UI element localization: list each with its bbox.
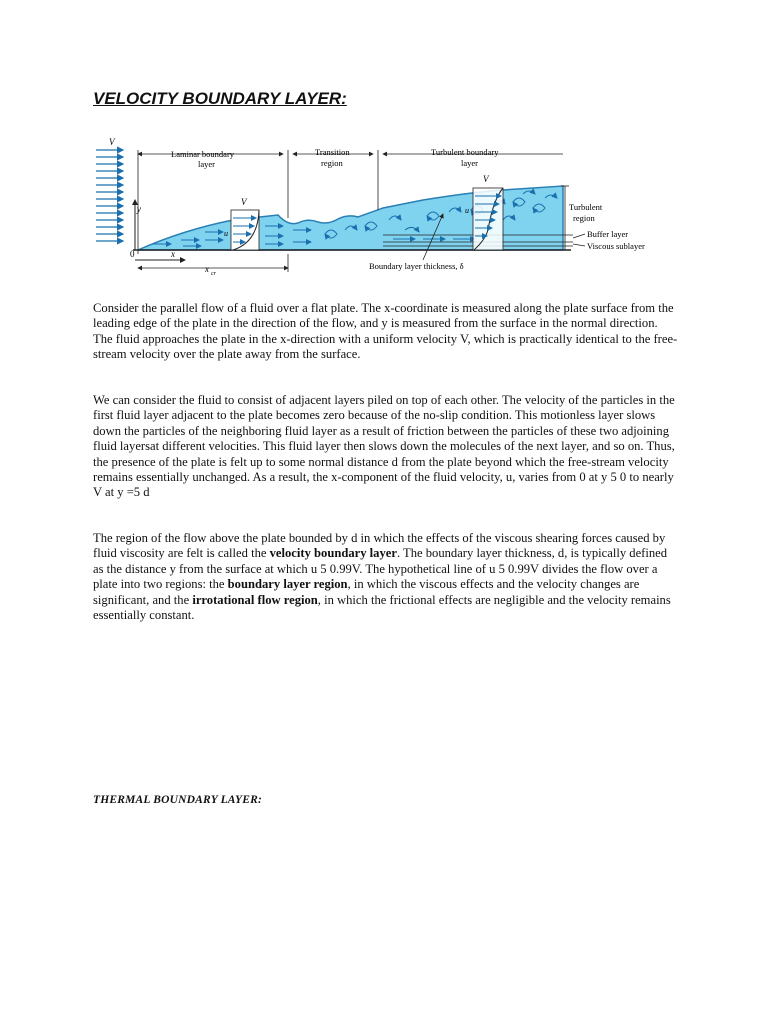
term-velocity-boundary-layer: velocity boundary layer xyxy=(269,546,397,561)
xcr-label: x xyxy=(205,264,209,274)
term-irrotational-flow-region: irrotational flow region xyxy=(192,592,318,607)
turbulent-region-label-1: Turbulent xyxy=(569,202,603,212)
p3-text-e: , in which the viscous effects and the velocity changes are significant, and the xyxy=(93,577,640,607)
v-profile1-label: V xyxy=(241,197,247,207)
laminar-label-line2: layer xyxy=(198,159,215,169)
transition-label-line1: Transition xyxy=(315,147,350,157)
boundary-thickness-label: Boundary layer thickness, δ xyxy=(369,261,464,271)
velocity-boundary-layer-heading: VELOCITY BOUNDARY LAYER: xyxy=(93,89,347,108)
laminar-velocity-profile xyxy=(231,210,259,250)
p3-text-a: The region of the flow above the plate bounded by d in which the effects of the viscous shearing forces caused by fluid viscosity are felt is called the xyxy=(93,531,666,561)
v-profile2-label: V xyxy=(483,174,489,184)
buffer-layer-label: Buffer layer xyxy=(587,229,629,239)
incoming-flow-arrows xyxy=(96,150,123,241)
term-boundary-layer-region: boundary layer region xyxy=(227,577,348,592)
turbulent-region-label-2: region xyxy=(573,213,595,223)
thermal-boundary-layer-heading: THERMAL BOUNDARY LAYER: xyxy=(93,794,263,806)
paragraph-fluid-layers: We can consider the fluid to consist of adjacent layers piled on top of each other. The velocity of the particles in the first fluid layer adjacent to the plate becomes zero because of the no-slip condition. This motionless layer slows down the particles of the neighboring fluid layer as a result of friction between the particles of these two adjoining fluid layersat different velocities. This fluid layer then slows down the molecules of the next layer, and so on. Thus, the presence of the plate is felt up to some normal distance d from the plate beyond which the free-stream velocity remains essentially unchanged. As a result, the x-component of the fluid velocity, u, varies from 0 at y 5 0 to nearly V at y =5 d xyxy=(93,393,675,500)
y-axis-label: y xyxy=(137,204,141,214)
turbulent-label-line2: layer xyxy=(461,158,478,168)
turbulent-label-line1: Turbulent boundary xyxy=(431,147,499,157)
paragraph-boundary-layer-region xyxy=(93,531,678,623)
laminar-label-line1: Laminar boundary xyxy=(171,149,235,159)
turbulent-velocity-profile xyxy=(473,188,503,250)
p3-text-g: , in which the frictional effects are negligible and the velocity remains essentially constant. xyxy=(93,592,671,623)
transition-label-line2: region xyxy=(321,158,343,168)
v-left-label: V xyxy=(109,137,115,147)
paragraph-flat-plate-flow: Consider the parallel flow of a fluid over a flat plate. The x-coordinate is measured along the plate surface from the leading edge of the plate in the direction of the flow, and y is measured from the surface in the normal direction. The fluid approaches the plate in the x-direction with a uniform velocity V, which is practically identical to the free-stream velocity over the plate away from the surface. xyxy=(93,301,678,362)
x-axis-label: x xyxy=(171,249,175,259)
origin-label: 0 xyxy=(130,249,135,259)
boundary-layer-figure xyxy=(93,130,673,280)
u2-label: u xyxy=(465,206,469,215)
viscous-sublayer-label: Viscous sublayer xyxy=(587,241,645,251)
p3-text-c: . The boundary layer thickness, d, is typically defined as the distance y from the surface at which u 5 0.99V. The hypothetical line of u 5 0.99V divides the flow over a plate into two regions: the xyxy=(93,546,668,592)
u1-label: u xyxy=(224,229,228,238)
xcr-subscript: cr xyxy=(211,271,216,277)
